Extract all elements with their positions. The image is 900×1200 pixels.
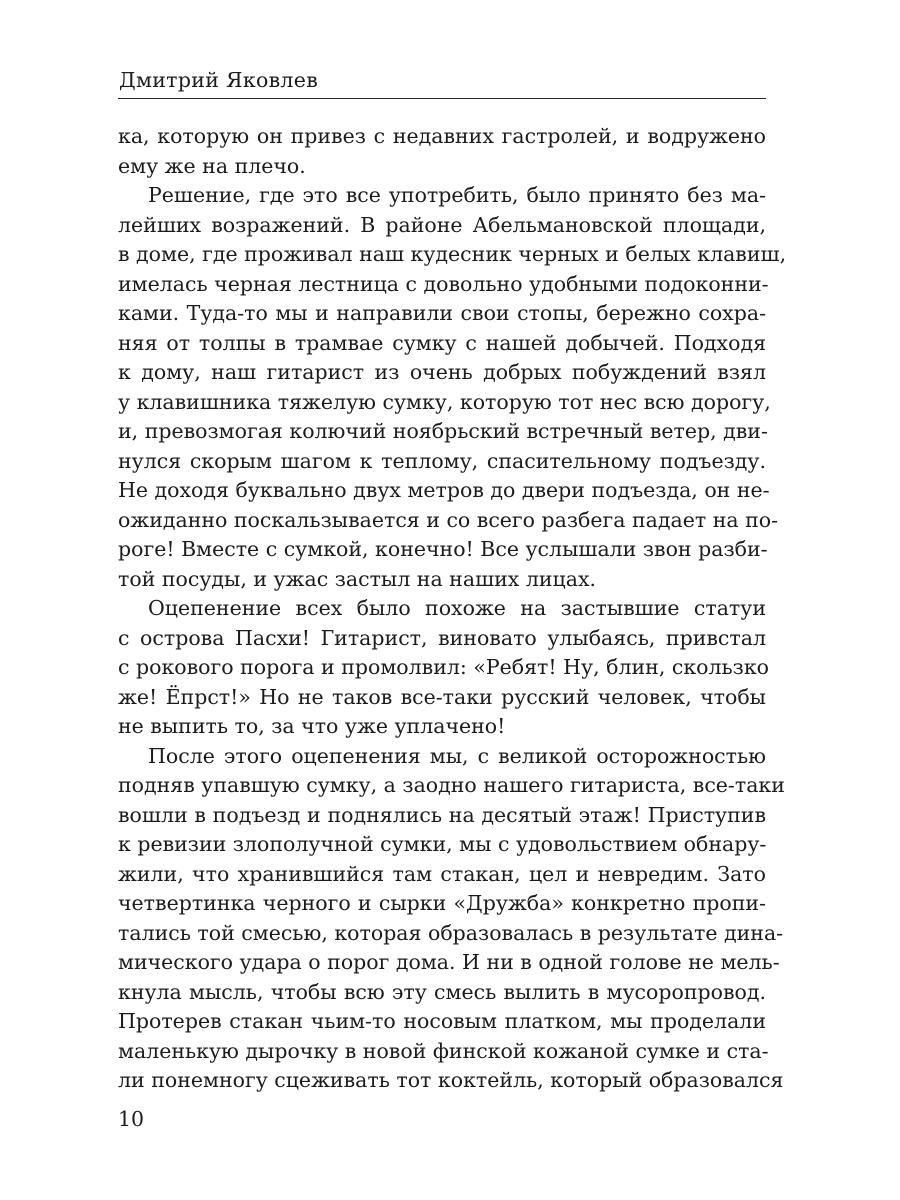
text-line: мического удара о порог дома. И ни в одной голове не мель-: [118, 950, 780, 974]
text-line: маленькую дырочку в новой финской кожаной сумке и ста-: [118, 1038, 769, 1063]
text-line: нулся скорым шагом к теплому, спасительному подъезду.: [118, 448, 766, 473]
text-line: в доме, где проживал наш кудесник черных и белых клавиш,: [118, 242, 787, 266]
text-line: к дому, наш гитарист из очень добрых побуждений взял: [118, 360, 766, 384]
text-line: подняв упавшую сумку, а заодно нашего гитариста, все-таки: [118, 773, 785, 797]
body-text: [118, 122, 787, 1096]
text-line: четвертинка черного и сырки «Дружба» конкретно пропи-: [118, 891, 766, 915]
text-line: Оцепенение всех было похоже на застывшие статуи: [148, 596, 766, 620]
text-line: имелась черная лестница с довольно удобными подоконни-: [118, 271, 769, 296]
text-line: ками. Туда-то мы и направили свои стопы, бережно сохра-: [118, 301, 766, 325]
text-line: ли понемногу сцеживать тот коктейль, который образовался: [118, 1068, 784, 1092]
author-name: Дмитрий Яковлев: [119, 68, 319, 92]
text-line: с рокового порога и промолвил: «Ребят! Ну, блин, скользко: [118, 655, 770, 679]
text-line: няя от толпы в трамвае сумку с нашей добычей. Подходя: [118, 330, 766, 355]
text-line: лейших возражений. В районе Абельмановской площади,: [118, 212, 766, 237]
text-line: Решение, где это все употребить, было принято без ма-: [148, 183, 766, 207]
text-line: и, превозмогая колючий ноябрьский встречный ветер, дви-: [118, 419, 768, 443]
text-line: ему же на плечо.: [118, 153, 306, 178]
text-line: ка, которую он привез с недавних гастролей, и водружено: [118, 124, 766, 148]
text-line: Протерев стакан чьим-то носовым платком, мы проделали: [118, 1009, 766, 1033]
text-line: тались той смесью, которая образовалась в результате дина-: [118, 920, 784, 945]
text-line: После этого оцепенения мы, с великой осторожностью: [148, 743, 766, 768]
text-line: с острова Пасхи! Гитарист, виновато улыбаясь, привстал: [118, 625, 766, 650]
text-line: Не доходя буквально двух метров до двери подъезда, он не-: [118, 478, 770, 502]
text-line: той посуды, и ужас застыл на наших лицах.: [118, 566, 597, 591]
text-line: вошли в подъезд и поднялись на десятый этаж! Приступив: [118, 802, 766, 827]
text-line: не выпить то, за что уже уплачено!: [118, 714, 506, 738]
text-line: кнула мысль, чтобы всю эту смесь вылить в мусоропровод.: [118, 979, 766, 1004]
text-line: к ревизии злополучной сумки, мы с удовольствием обнару-: [118, 832, 767, 856]
text-line: роге! Вместе с сумкой, конечно! Все услышали звон разби-: [118, 537, 768, 561]
text-line: у клавишника тяжелую сумку, которую тот нес всю дорогу,: [118, 389, 771, 414]
running-head: [118, 64, 766, 99]
text-line: ожиданно поскальзывается и со всего разбега падает на по-: [118, 507, 779, 532]
page-number: 10: [118, 1107, 145, 1131]
text-line: жили, что хранившийся там стакан, цел и невредим. Зато: [118, 861, 766, 886]
text-line: же! Ёпрст!» Но не таков все-таки русский человек, чтобы: [118, 684, 766, 709]
